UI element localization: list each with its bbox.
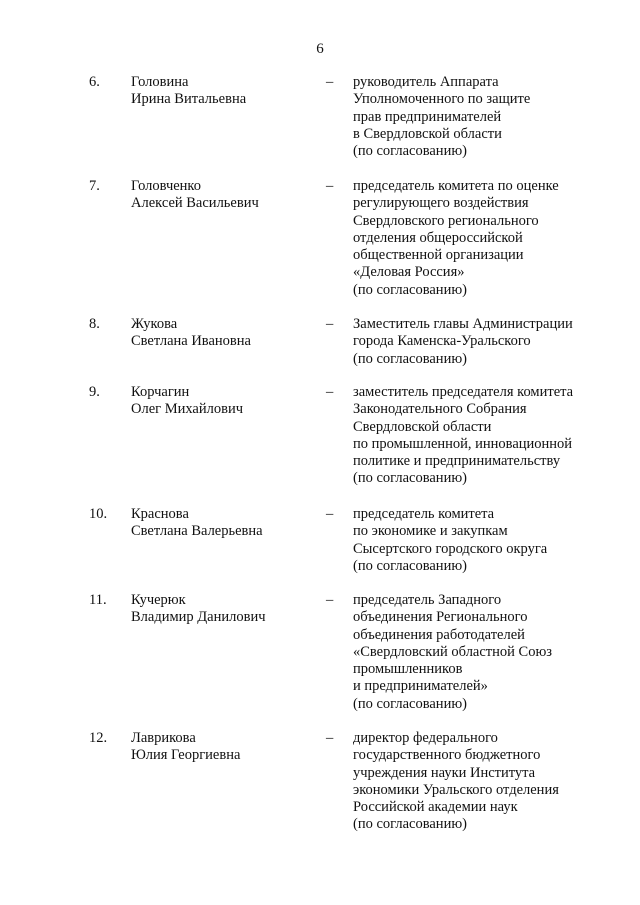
person-given-name: Светлана Валерьевна [131, 523, 263, 540]
description-line: (по согласованию) [353, 350, 467, 367]
description-line: Сысертского городского округа [353, 540, 548, 557]
person-name [131, 506, 321, 541]
person-surname: Лаврикова [131, 730, 196, 746]
person-name [131, 178, 321, 213]
description-line: Свердловского регионального [353, 212, 539, 229]
description-line: Законодательного Собрания [353, 401, 527, 418]
position-description [353, 178, 623, 299]
description-line: объединения Регионального [353, 609, 528, 626]
dash-separator: – [326, 506, 334, 522]
item-number: 7. [89, 178, 100, 194]
description-line: Российской академии наук [353, 799, 518, 816]
description-line: города Каменска-Уральского [353, 333, 531, 350]
person-surname: Жукова [131, 316, 178, 332]
item-number: 10. [89, 506, 108, 522]
person-given-name: Светлана Ивановна [131, 333, 251, 350]
description-line: (по согласованию) [353, 557, 467, 574]
person-surname: Головченко [131, 178, 201, 194]
person-given-name: Владимир Данилович [131, 609, 266, 626]
position-description [353, 316, 623, 368]
description-line: (по согласованию) [353, 695, 467, 712]
description-line: (по согласованию) [353, 470, 467, 487]
description-line: заместитель председателя комитета [353, 384, 574, 400]
description-line: директор федерального [353, 730, 498, 746]
description-line: регулирующего воздействия [353, 195, 529, 212]
person-name [131, 74, 321, 109]
dash-separator: – [326, 384, 334, 400]
person-surname: Краснова [131, 506, 189, 522]
dash-separator: – [326, 178, 334, 194]
person-surname: Головина [131, 74, 189, 90]
position-description [353, 74, 623, 160]
description-line: председатель комитета по оценке [353, 178, 559, 194]
description-line: по промышленной, инновационной [353, 435, 573, 452]
description-line: отделения общероссийской [353, 229, 523, 246]
description-line: по экономике и закупкам [353, 523, 508, 540]
position-description [353, 730, 623, 834]
description-line: в Свердловской области [353, 125, 502, 142]
description-line: (по согласованию) [353, 816, 467, 833]
position-description [353, 384, 623, 488]
description-line: председатель Западного [353, 592, 502, 608]
person-name [131, 316, 321, 351]
description-line: председатель комитета [353, 506, 495, 522]
item-number: 12. [89, 730, 108, 746]
dash-separator: – [326, 316, 334, 332]
description-line: промышленников [353, 661, 463, 678]
dash-separator: – [326, 74, 334, 90]
person-given-name: Алексей Васильевич [131, 195, 259, 212]
item-number: 9. [89, 384, 100, 400]
description-line: политике и предпринимательству [353, 453, 561, 470]
person-surname: Корчагин [131, 384, 190, 400]
description-line: руководитель Аппарата [353, 74, 499, 90]
position-description [353, 506, 623, 575]
person-name [131, 384, 321, 419]
dash-separator: – [326, 592, 334, 608]
description-line: прав предпринимателей [353, 108, 502, 125]
person-surname: Кучерюк [131, 592, 186, 608]
item-number: 11. [89, 592, 107, 608]
description-line: и предпринимателей» [353, 678, 488, 695]
description-line: объединения работодателей [353, 626, 525, 643]
description-line: учреждения науки Института [353, 764, 536, 781]
person-given-name: Олег Михайлович [131, 401, 244, 418]
dash-separator: – [326, 730, 334, 746]
description-line: государственного бюджетного [353, 747, 541, 764]
person-given-name: Ирина Витальевна [131, 91, 247, 108]
item-number: 6. [89, 74, 100, 90]
page-number: 6 [316, 41, 324, 57]
description-line: (по согласованию) [353, 143, 467, 160]
description-line: Свердловской области [353, 418, 492, 435]
description-line: Заместитель главы Администрации [353, 316, 573, 332]
position-description [353, 592, 623, 713]
person-name [131, 592, 321, 627]
person-given-name: Юлия Георгиевна [131, 747, 241, 764]
description-line: «Свердловский областной Союз [353, 643, 553, 660]
description-line: (по согласованию) [353, 281, 467, 298]
description-line: общественной организации [353, 247, 524, 264]
item-number: 8. [89, 316, 100, 332]
description-line: Уполномоченного по защите [353, 91, 531, 108]
description-line: экономики Уральского отделения [353, 781, 559, 798]
description-line: «Деловая Россия» [353, 264, 465, 281]
person-name [131, 730, 321, 765]
